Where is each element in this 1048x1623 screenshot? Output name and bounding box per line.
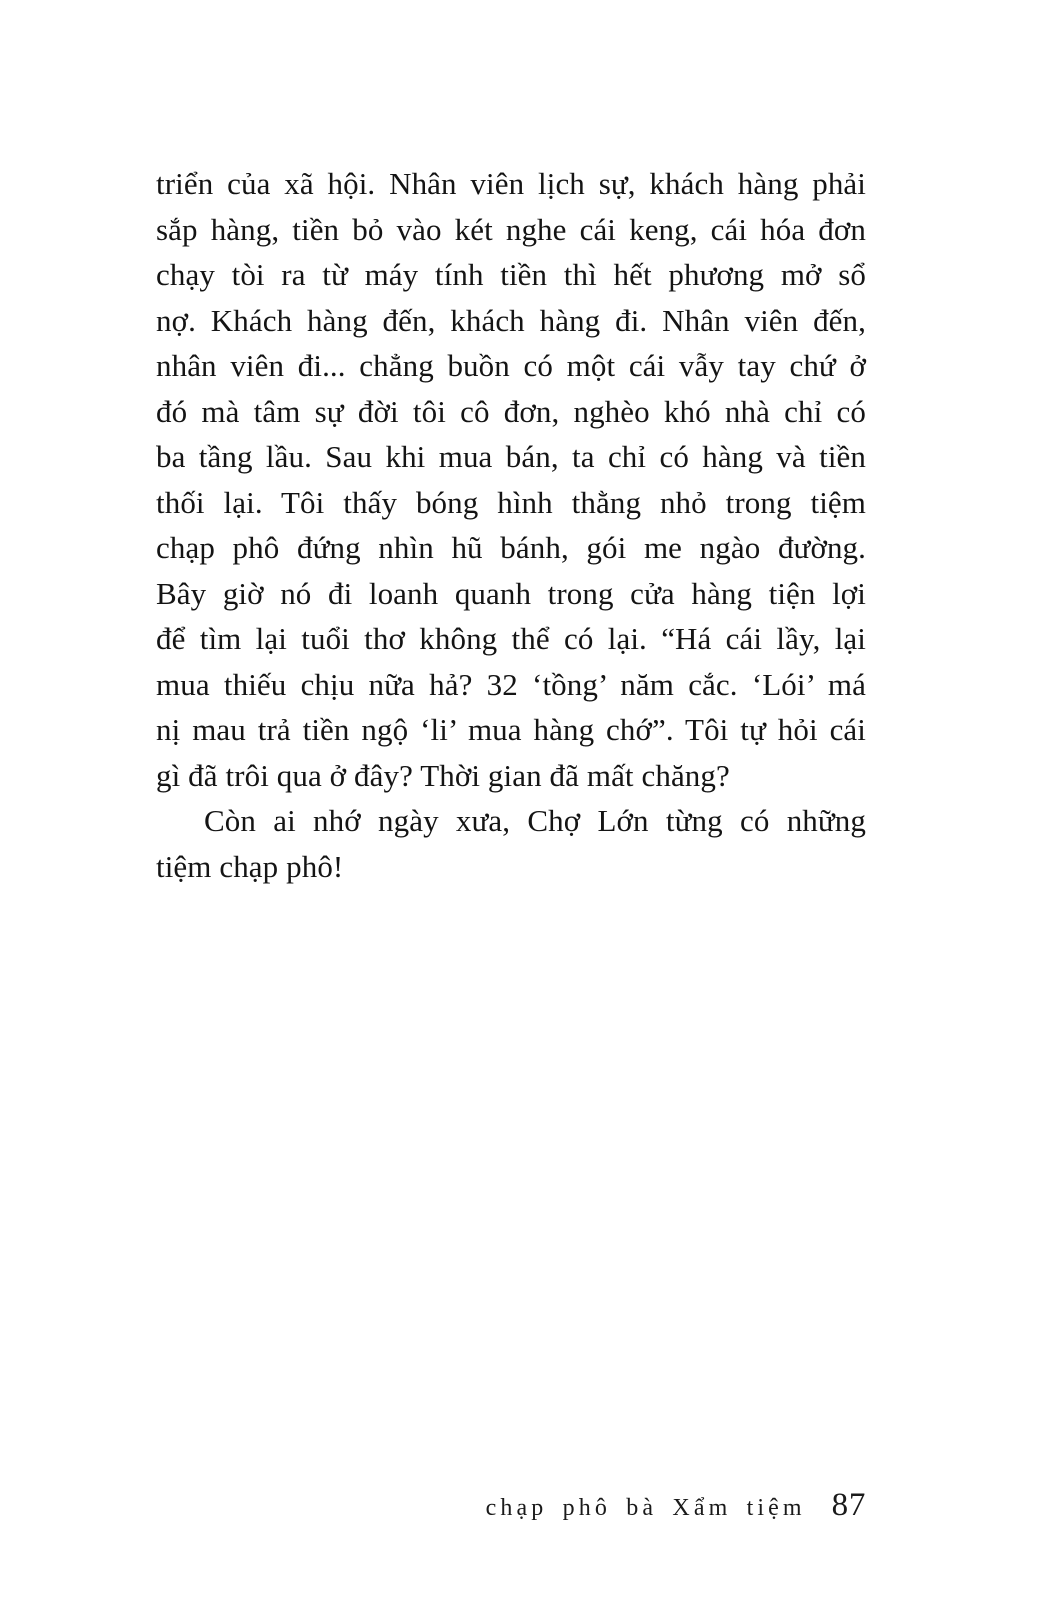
- body-line: để tìm lại tuổi thơ không thể có lại. “Há cái lầy, lại: [156, 621, 866, 656]
- page-footer: [486, 1487, 866, 1524]
- page-number: 87: [831, 1487, 866, 1523]
- body-line: sắp hàng, tiền bỏ vào két nghe cái keng, cái hóa đơn: [156, 211, 866, 247]
- body-line-paragraph-start: Còn ai nhớ ngày xưa, Chợ Lớn từng có những: [204, 803, 866, 838]
- body-line: nhân viên đi... chẳng buồn có một cái vẫy tay chứ ở: [156, 348, 866, 383]
- body-text: [156, 161, 866, 889]
- body-line-paragraph-end: gì đã trôi qua ở đây? Thời gian đã mất chăng?: [156, 757, 730, 793]
- body-line: mua thiếu chịu nữa hả? 32 ‘tồng’ năm cắc. ‘Lói’ má: [156, 666, 866, 702]
- body-line-paragraph-end: tiệm chạp phô!: [156, 848, 344, 884]
- running-title: chạp phô bà Xẩm tiệm: [485, 1495, 806, 1521]
- body-line: nị mau trả tiền ngộ ‘li’ mua hàng chớ”. Tôi tự hỏi cái: [156, 712, 866, 747]
- body-line: triển của xã hội. Nhân viên lịch sự, khách hàng phải: [156, 166, 866, 201]
- body-line: chạy tòi ra từ máy tính tiền thì hết phương mở sổ: [156, 257, 866, 292]
- body-line: chạp phô đứng nhìn hũ bánh, gói me ngào đường.: [156, 530, 866, 565]
- body-line: thối lại. Tôi thấy bóng hình thằng nhỏ trong tiệm: [156, 484, 866, 520]
- body-line: đó mà tâm sự đời tôi cô đơn, nghèo khó nhà chỉ có: [156, 393, 866, 429]
- body-line: ba tầng lầu. Sau khi mua bán, ta chỉ có hàng và tiền: [156, 439, 866, 474]
- body-line: Bây giờ nó đi loanh quanh trong cửa hàng tiện lợi: [156, 575, 866, 611]
- body-line: nợ. Khách hàng đến, khách hàng đi. Nhân viên đến,: [156, 302, 866, 338]
